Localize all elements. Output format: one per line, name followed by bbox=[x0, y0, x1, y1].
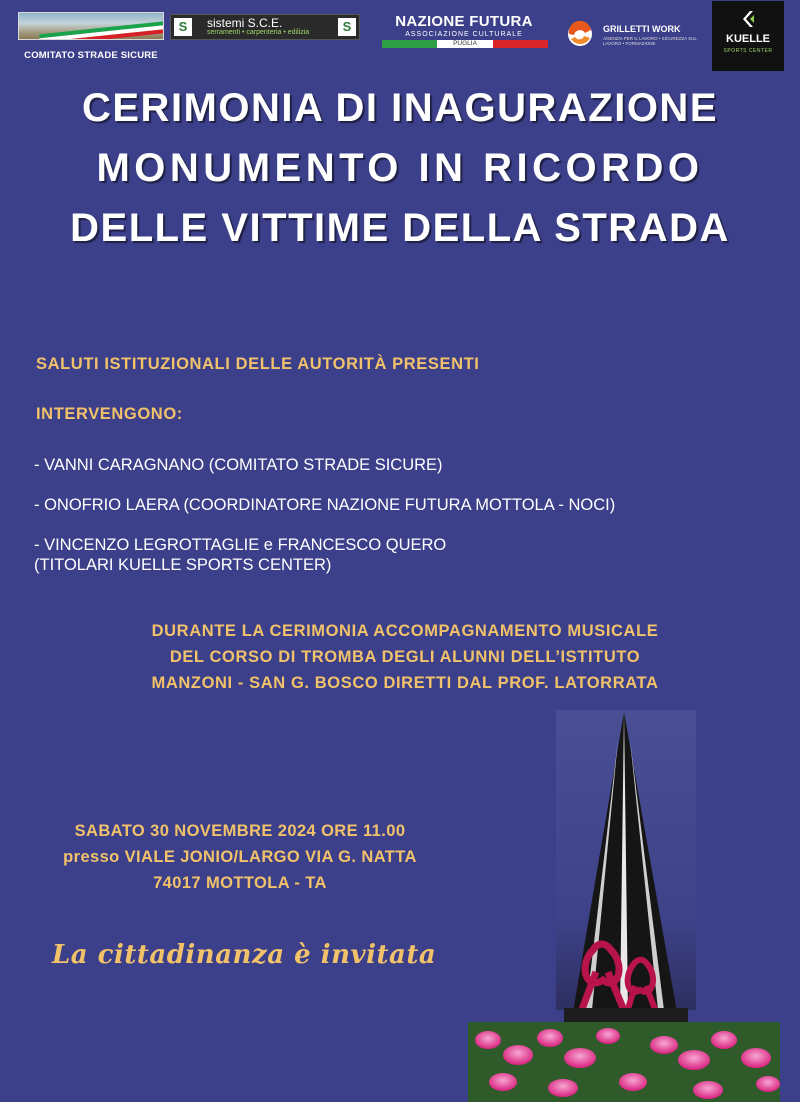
nazione-title: NAZIONE FUTURA bbox=[395, 13, 533, 30]
music-line-3: MANZONI - SAN G. BOSCO DIRETTI DAL PROF. LATORRATA bbox=[151, 674, 659, 692]
nazione-region: PUGLIA bbox=[453, 40, 477, 47]
title-line-2: MONUMENTO IN RICORDO bbox=[96, 146, 704, 190]
event-city: 74017 MOTTOLA - TA bbox=[153, 874, 327, 892]
sce-subtitle: serramenti • carpenteria • edilizia bbox=[207, 29, 310, 36]
road-track-image bbox=[18, 12, 164, 40]
monument-ribbon-flowers-image bbox=[468, 710, 780, 1102]
kuelle-title: KUELLE bbox=[726, 33, 770, 45]
invitation-line: La cittadinanza è invitata bbox=[52, 940, 437, 970]
nazione-subtitle: ASSOCIAZIONE CULTURALE bbox=[405, 31, 523, 38]
speaker-laera: - ONOFRIO LAERA (COORDINATORE NAZIONE FUTURA MOTTOLA - NOCI) bbox=[34, 496, 616, 514]
grilletti-work-logo bbox=[565, 18, 700, 52]
event-details bbox=[20, 818, 460, 896]
sce-badge-left: S bbox=[174, 18, 192, 36]
speaker3-names: - VINCENZO LEGROTTAGLIE e FRANCESCO QUERO bbox=[34, 536, 447, 554]
comitato-label: COMITATO STRADE SICURE bbox=[24, 50, 158, 61]
music-line-1: DURANTE LA CERIMONIA ACCOMPAGNAMENTO MUSICALE bbox=[151, 622, 659, 640]
sponsor-logo-bar bbox=[0, 0, 800, 75]
grilletti-title: GRILLETTI WORK bbox=[603, 24, 681, 34]
grilletti-subtitle: AGENZIA PER IL LAVORO • SICUREZZA SUL LAVORO • FORMAZIONE bbox=[603, 36, 697, 46]
title-line-3: DELLE VITTIME DELLA STRADA bbox=[70, 206, 730, 250]
comitato-strade-sicure-logo bbox=[10, 8, 160, 61]
speaker3-role: (TITOLARI KUELLE SPORTS CENTER) bbox=[34, 556, 332, 574]
event-place: presso VIALE JONIO/LARGO VIA G. NATTA bbox=[63, 848, 417, 866]
italian-flag-band bbox=[382, 40, 548, 48]
music-line-2: DEL CORSO DI TROMBA DEGLI ALUNNI DELL’ISTITUTO bbox=[169, 648, 641, 666]
ceremony-title bbox=[0, 78, 800, 258]
grilletti-swirl-icon bbox=[565, 20, 595, 48]
kuelle-k-icon bbox=[738, 9, 758, 29]
kuelle-subtitle: SPORTS CENTER bbox=[723, 48, 773, 54]
event-date: SABATO 30 NOVEMBRE 2024 ORE 11.00 bbox=[74, 822, 406, 840]
speakers-heading: INTERVENGONO: bbox=[36, 405, 183, 423]
nazione-futura-logo bbox=[378, 12, 550, 52]
institutional-greetings: SALUTI ISTITUZIONALI DELLE AUTORITÀ PRESENTI bbox=[36, 355, 480, 373]
title-line-1: CERIMONIA DI INAGURAZIONE bbox=[81, 86, 718, 130]
speaker-caragnano: - VANNI CARAGNANO (COMITATO STRADE SICURE) bbox=[34, 456, 443, 474]
monument-base bbox=[564, 1008, 688, 1024]
sistemi-sce-logo bbox=[170, 14, 360, 40]
kuelle-logo bbox=[712, 1, 784, 71]
speaker-legrottaglie-quero bbox=[34, 535, 446, 575]
sce-title: sistemi S.C.E. bbox=[207, 16, 283, 30]
music-accompaniment bbox=[40, 618, 770, 696]
sce-badge-right: S bbox=[338, 18, 356, 36]
